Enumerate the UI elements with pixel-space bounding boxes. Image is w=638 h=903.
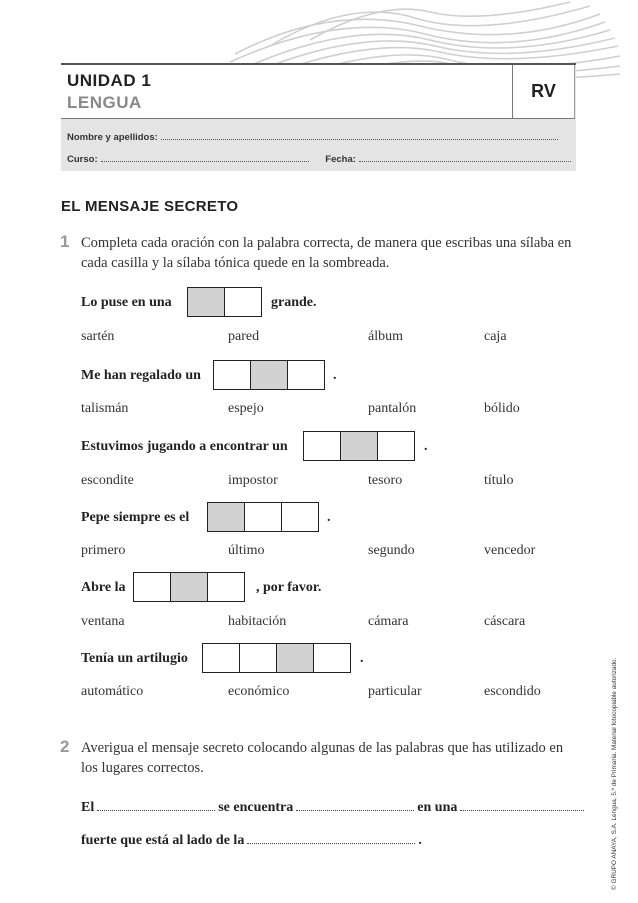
option-word: habitación — [228, 614, 287, 629]
option-word: automático — [81, 684, 144, 699]
syllable-cell[interactable] — [239, 643, 277, 673]
option-word: segundo — [368, 543, 415, 558]
sentence-4-after: . — [327, 510, 331, 525]
syllable-cell[interactable] — [213, 360, 251, 390]
syllable-cell[interactable] — [133, 572, 171, 602]
message-text: fuerte que está al lado de la — [81, 833, 245, 848]
option-word: cámara — [368, 614, 409, 629]
message-line-1 — [81, 798, 587, 816]
option-word: título — [484, 473, 514, 488]
syllable-cell[interactable] — [377, 431, 415, 461]
syllable-cell-shaded[interactable] — [276, 643, 314, 673]
answer-blank[interactable] — [460, 798, 584, 811]
syllable-cell[interactable] — [287, 360, 325, 390]
answer-blank[interactable] — [247, 831, 415, 844]
course-date-row — [67, 152, 571, 165]
syllable-cell[interactable] — [207, 572, 245, 602]
syllable-boxes-5 — [133, 572, 245, 602]
name-field[interactable] — [161, 130, 558, 140]
option-word: pantalón — [368, 401, 417, 416]
option-word: escondite — [81, 473, 134, 488]
name-field-row — [67, 130, 558, 143]
sentence-1-before: Lo puse en una — [81, 295, 172, 310]
option-word: primero — [81, 543, 126, 558]
unit-title: UNIDAD 1 — [67, 71, 152, 90]
syllable-boxes-6 — [202, 643, 351, 673]
sentence-3-after: . — [424, 439, 428, 454]
option-word: sartén — [81, 329, 115, 344]
sentence-5-before: Abre la — [81, 580, 126, 595]
option-word: vencedor — [484, 543, 536, 558]
exercise-1-number: 1 — [60, 232, 70, 251]
sentence-2-after: . — [333, 368, 337, 383]
message-text: se encuentra — [218, 800, 294, 815]
section-title: EL MENSAJE SECRETO — [61, 198, 239, 215]
unit-subject: LENGUA — [67, 93, 142, 112]
option-word: último — [228, 543, 265, 558]
message-text: en una — [417, 800, 458, 815]
syllable-cell-shaded[interactable] — [207, 502, 245, 532]
course-label: Curso: — [67, 154, 98, 165]
student-header — [61, 63, 576, 171]
sentence-2-before: Me han regalado un — [81, 368, 201, 383]
option-word: pared — [228, 329, 260, 344]
option-word: caja — [484, 329, 507, 344]
syllable-cell[interactable] — [224, 287, 262, 317]
message-line-2 — [81, 831, 422, 849]
date-field[interactable] — [359, 152, 571, 162]
syllable-cell[interactable] — [281, 502, 319, 532]
sentence-6-before: Tenía un artilugio — [81, 651, 188, 666]
option-word: talismán — [81, 401, 129, 416]
syllable-boxes-3 — [303, 431, 415, 461]
sentence-6-after: . — [360, 651, 364, 666]
option-word: álbum — [368, 329, 403, 344]
header-title-area — [61, 65, 575, 119]
syllable-cell[interactable] — [202, 643, 240, 673]
syllable-cell-shaded[interactable] — [170, 572, 208, 602]
option-word: tesoro — [368, 473, 403, 488]
sentence-5-after: , por favor. — [256, 580, 322, 595]
sentence-3-before: Estuvimos jugando a encontrar un — [81, 439, 288, 454]
syllable-cell-shaded[interactable] — [340, 431, 378, 461]
message-text: El — [81, 800, 95, 815]
syllable-boxes-4 — [207, 502, 319, 532]
answer-blank[interactable] — [296, 798, 414, 811]
sentence-1-after: grande. — [271, 295, 317, 310]
syllable-boxes-2 — [213, 360, 325, 390]
syllable-cell-shaded[interactable] — [250, 360, 288, 390]
syllable-cell[interactable] — [313, 643, 351, 673]
option-word: espejo — [228, 401, 264, 416]
worksheet-code: RV — [512, 65, 574, 118]
syllable-cell[interactable] — [303, 431, 341, 461]
option-word: escondido — [484, 684, 541, 699]
syllable-cell-shaded[interactable] — [187, 287, 225, 317]
sentence-4-before: Pepe siempre es el — [81, 510, 190, 525]
option-word: impostor — [228, 473, 278, 488]
exercise-1-instruction: Completa cada oración con la palabra correcta, de manera que escribas una sílaba en cada casilla y la sílaba tónica quede en la sombreada. — [81, 235, 572, 271]
option-word: particular — [368, 684, 422, 699]
option-word: ventana — [81, 614, 125, 629]
syllable-boxes-1 — [187, 287, 262, 317]
message-end: . — [418, 833, 422, 848]
exercise-2-instruction: Averigua el mensaje secreto colocando algunas de las palabras que has utilizado en los lugares correctos. — [81, 740, 564, 776]
course-field[interactable] — [101, 152, 309, 162]
option-word: económico — [228, 684, 290, 699]
answer-blank[interactable] — [97, 798, 215, 811]
date-label: Fecha: — [325, 154, 356, 165]
syllable-cell[interactable] — [244, 502, 282, 532]
name-label: Nombre y apellidos: — [67, 132, 158, 143]
copyright-notice: © GRUPO ANAYA, S.A. Lengua, 5.º de Primaria. Material fotocopiable autorizado. — [611, 657, 618, 890]
option-word: cáscara — [484, 614, 526, 629]
option-word: bólido — [484, 401, 520, 416]
exercise-2-number: 2 — [60, 737, 70, 756]
